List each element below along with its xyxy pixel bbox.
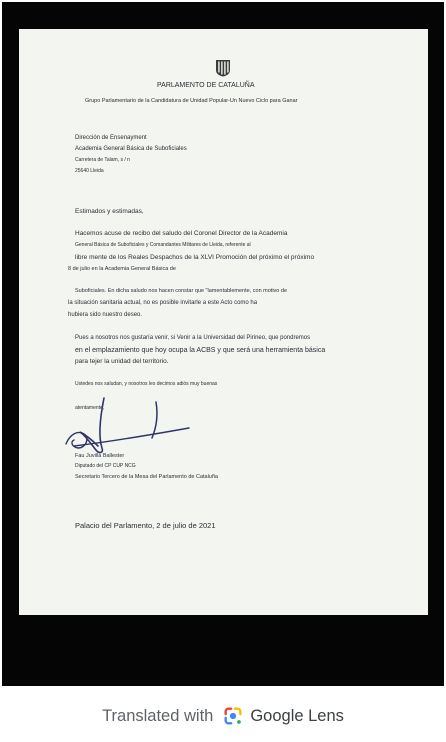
body-line: para tejer la unidad del territorio. xyxy=(75,358,169,365)
handwritten-signature xyxy=(64,396,214,456)
body-line: en el emplazamiento que hoy ocupa la ACBS y que será una herramienta básica xyxy=(75,347,326,354)
body-line: General Básica de Suboficiales y Comandantes Militares de Lleida, referente al xyxy=(75,242,251,248)
signer-name: Fau Juvillà Ballester xyxy=(75,453,125,459)
catalonia-crest-icon xyxy=(215,59,231,77)
body-line: libre mente de los Reales Despachos de la XLVI Promoción del próximo el próximo xyxy=(75,254,315,261)
body-line: Hacemos acuse de recibo del saludo del Coronel Director de la Academia xyxy=(75,230,288,237)
recipient-line: 25640 Lleida xyxy=(75,168,104,174)
closing: atentamente, xyxy=(75,405,105,411)
translated-with-label: Translated with xyxy=(102,706,214,725)
body-line: la situación sanitaria actual, no es posible invitarle a este Acto como ha xyxy=(68,300,258,306)
signer-role: Diputado del CP CUP NCG xyxy=(75,463,136,469)
photo-frame xyxy=(2,2,444,686)
salutation: Estimados y estimadas, xyxy=(75,208,144,215)
place-date: Palacio del Parlamento, 2 de julio de 2021 xyxy=(75,521,216,530)
recipient-line: Academia General Básica de Suboficiales xyxy=(75,146,187,152)
body-line: Pues a nosotros nos gustaría venir, si Venir a la Universidad del Pirineo, que pondremos xyxy=(75,335,311,341)
body-line: Suboficiales. En dicha saludo nos hacen constar que "lamentablemente, con motivo de xyxy=(75,288,287,294)
recipient-line: Carretera de Talam, s / n xyxy=(75,157,130,163)
recipient-line: Dirección de Ensenayment xyxy=(75,135,147,141)
body-line: 8 de julio en la Academia General Básica de xyxy=(68,266,176,272)
parliamentary-group: Grupo Parlamentario de la Candidatura de Unidad Popular-Un Nuevo Ciclo para Ganar xyxy=(85,98,298,104)
farewell-line: Ustedes nos saludan, y nosotros les decimos adiós muy buenas xyxy=(75,381,218,387)
letter-page xyxy=(19,29,428,615)
google-lens-brand: Google Lens xyxy=(250,706,344,725)
body-line: hubiera sido nuestro deseo. xyxy=(68,312,143,318)
institution-name: PARLAMENTO DE CATALUÑA xyxy=(157,82,255,89)
google-lens-footer xyxy=(0,690,446,742)
google-lens-icon xyxy=(222,705,244,727)
signer-title: Secretario Tercero de la Mesa del Parlamento de Cataluña xyxy=(75,474,218,480)
